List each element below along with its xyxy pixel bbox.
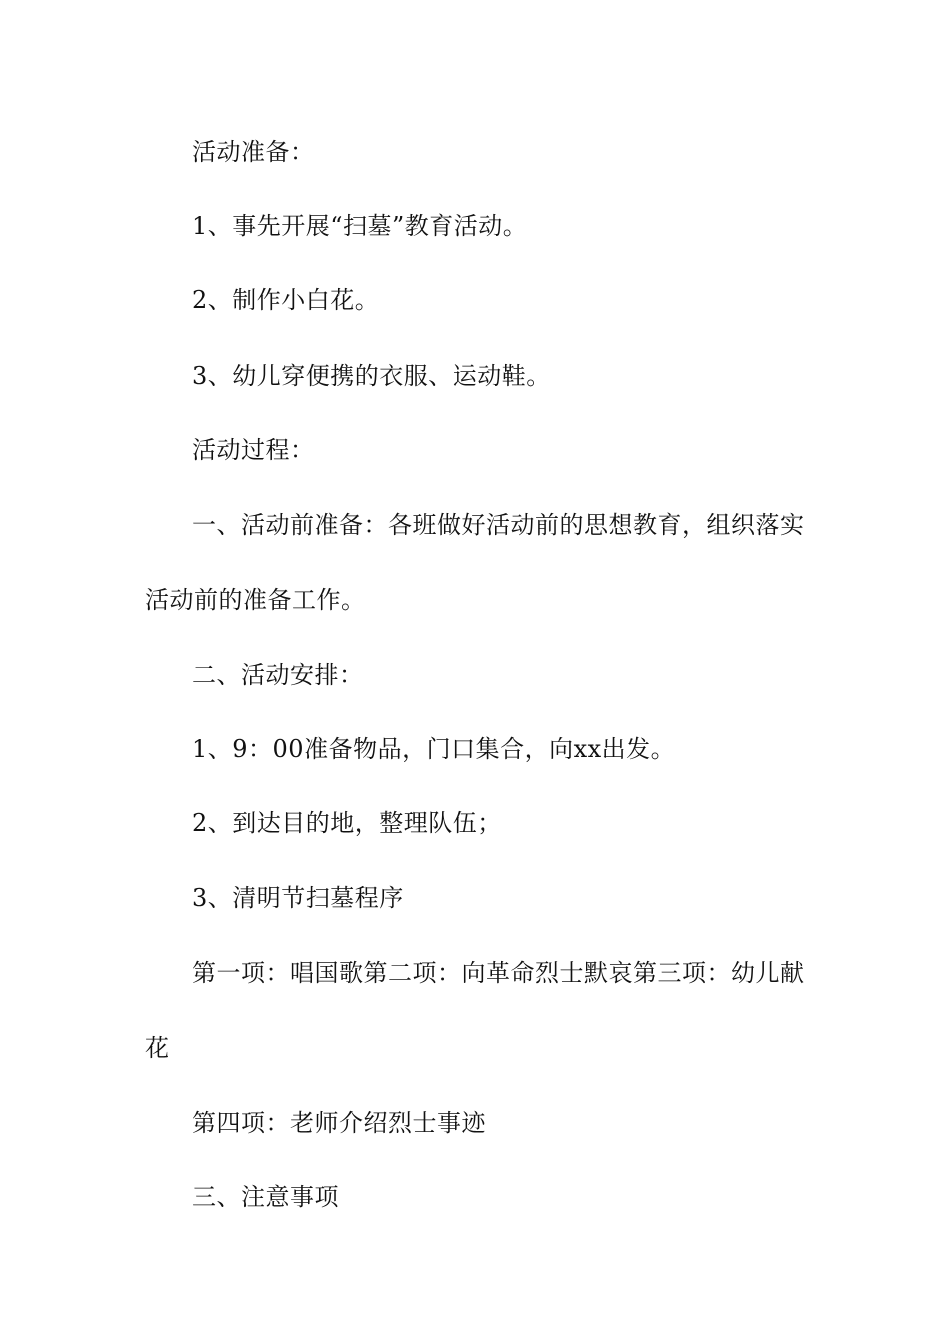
heading-activity-schedule: 二、活动安排： [192,661,364,689]
process-step-1-line-2: 活动前的准备工作。 [145,586,366,614]
program-line-2: 花 [145,1034,170,1062]
heading-activity-preparation: 活动准备： [192,138,315,166]
prep-item-1: 1、事先开展“扫墓”教育活动。 [192,212,528,240]
prep-item-2: 2、制作小白花。 [192,286,380,314]
heading-precautions: 三、注意事项 [192,1183,339,1211]
prep-item-3: 3、幼儿穿便携的衣服、运动鞋。 [192,362,551,390]
schedule-item-3: 3、清明节扫墓程序 [192,884,404,912]
program-line-3: 第四项：老师介绍烈士事迹 [192,1109,486,1137]
schedule-item-1: 1、9：00准备物品，门口集合，向xx出发。 [192,735,676,763]
process-step-1-line-1: 一、活动前准备：各班做好活动前的思想教育，组织落实 [192,511,805,539]
schedule-item-2: 2、到达目的地，整理队伍； [192,809,502,837]
heading-activity-process: 活动过程： [192,436,315,464]
program-line-1: 第一项：唱国歌第二项：向革命烈士默哀第三项：幼儿献 [192,959,805,987]
